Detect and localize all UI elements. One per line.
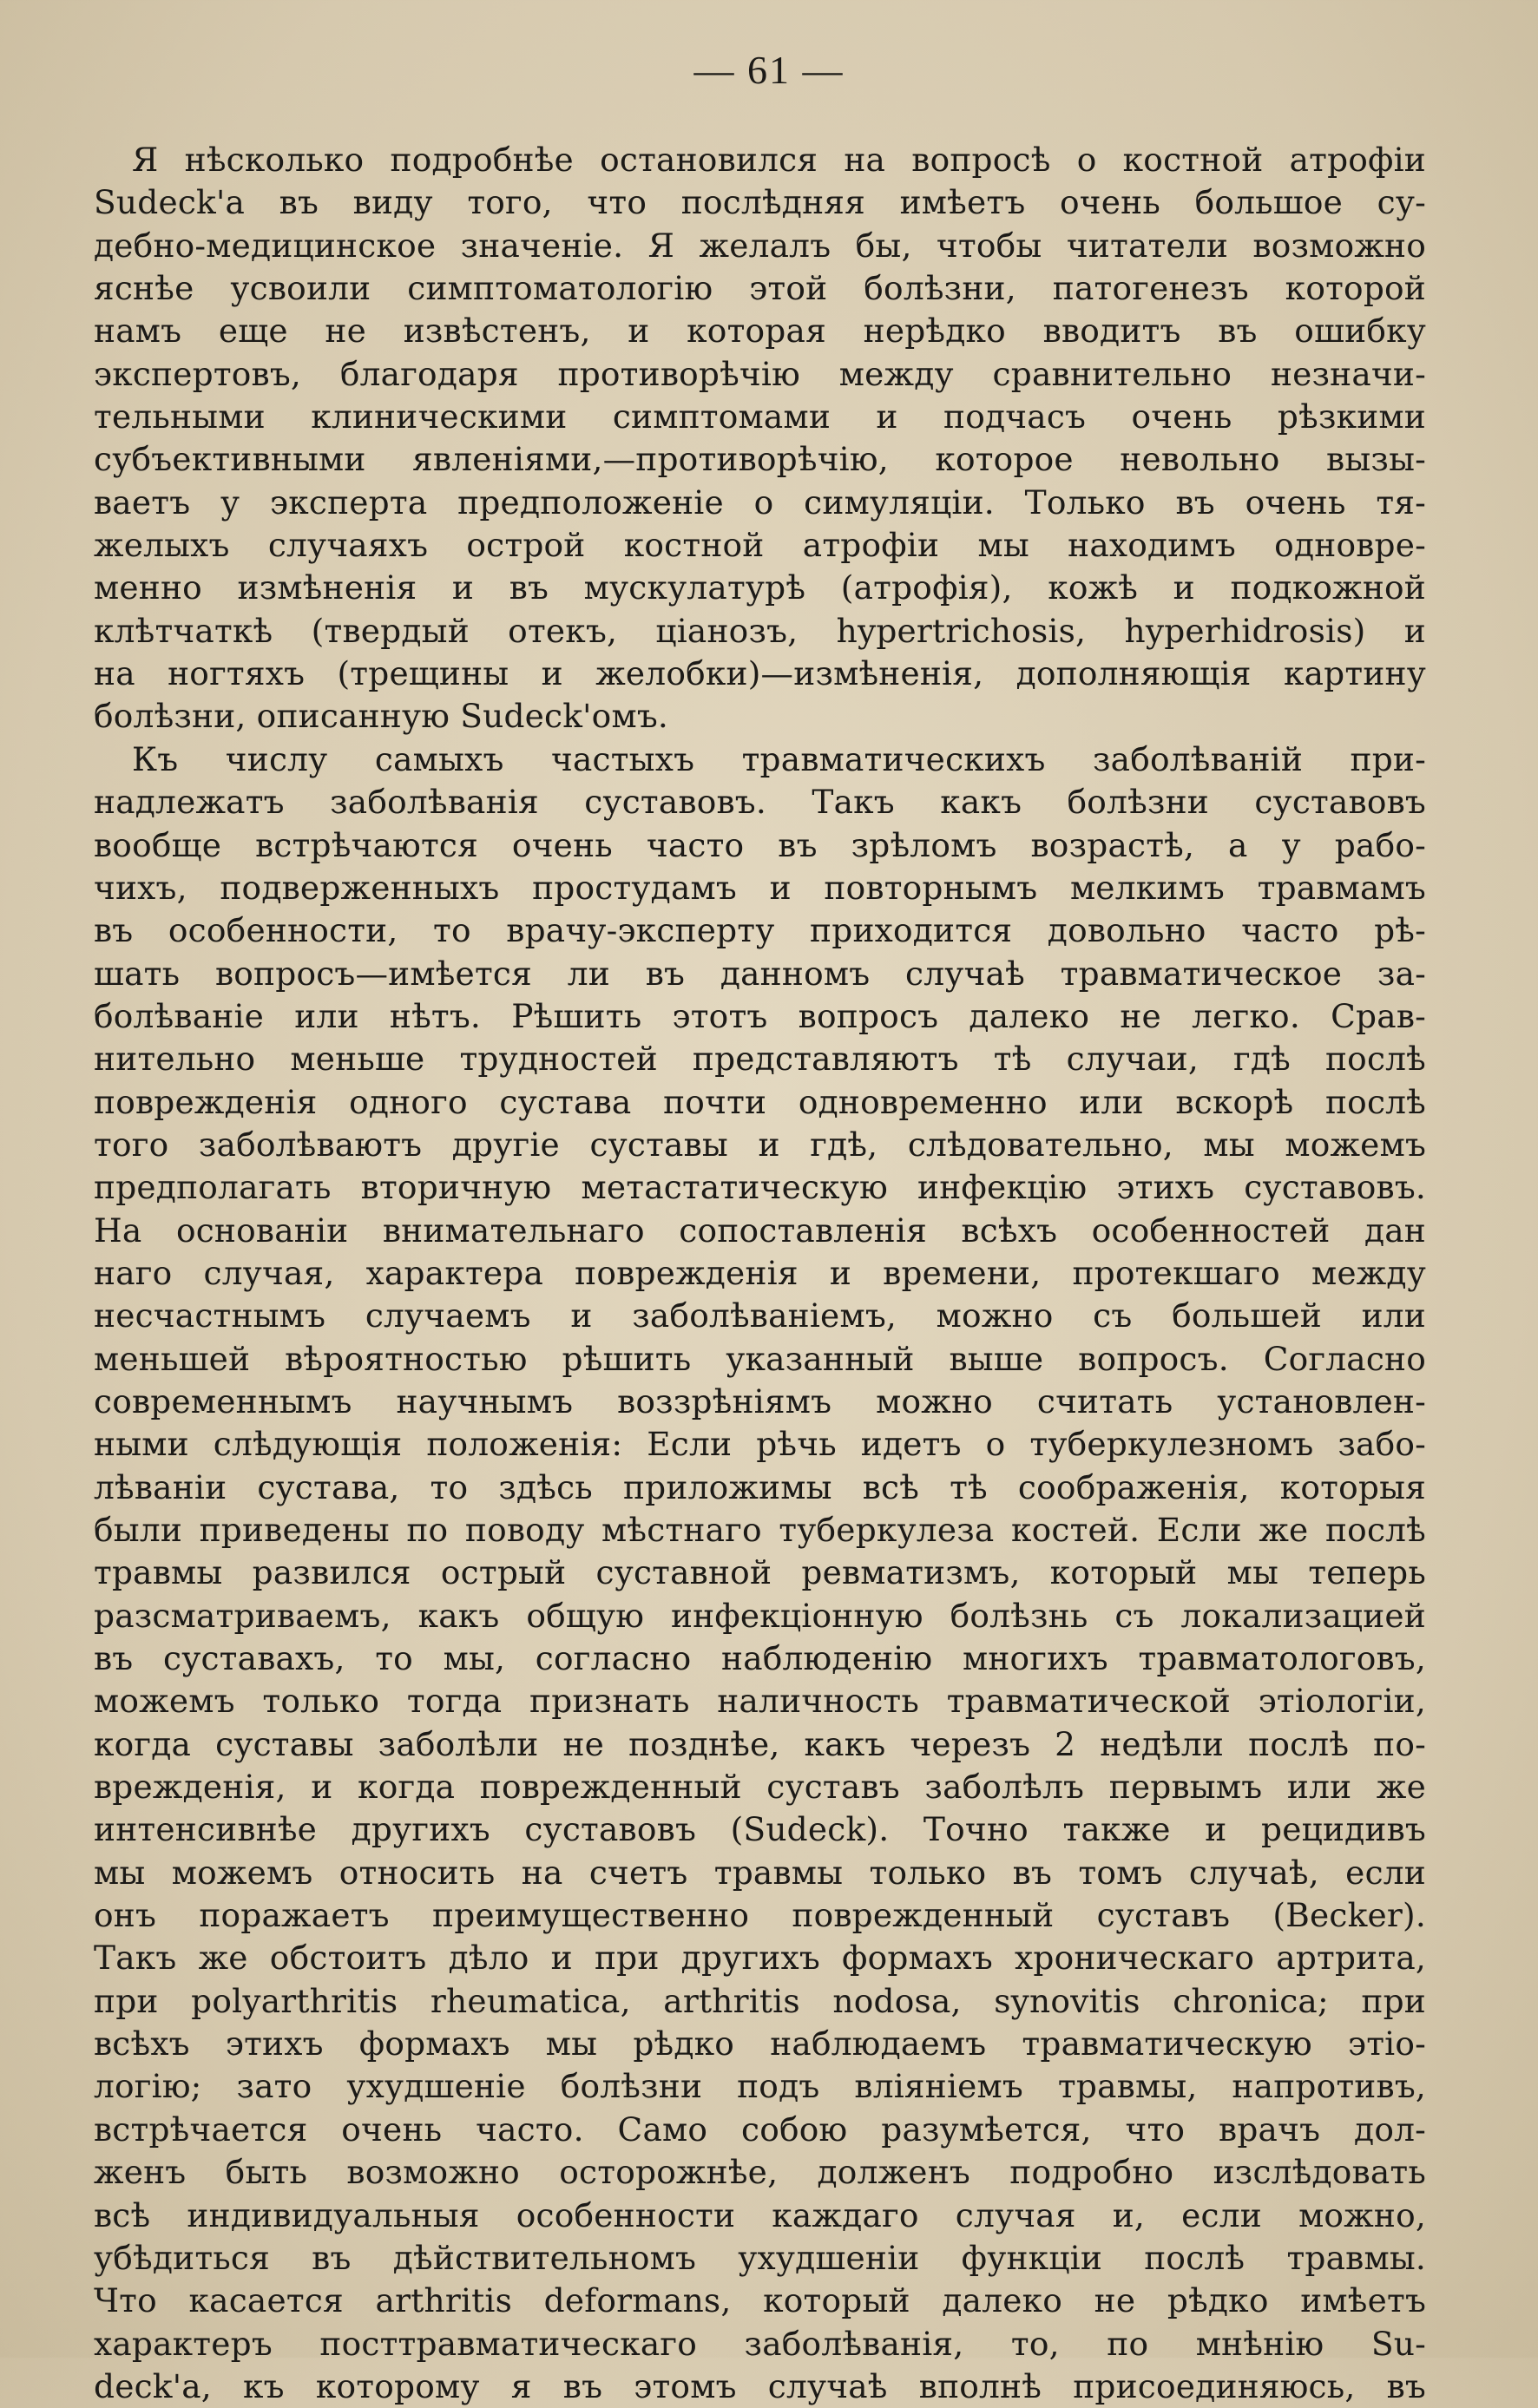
text-line: чихъ, подверженныхъ простудамъ и повторнымъ мелкимъ травмамъ [94, 868, 1426, 907]
text-line: предполагать вторичную метастатическую инфекцію этихъ суставовъ. [94, 1168, 1426, 1207]
text-line: на ногтяхъ (трещины и желобки)—измѣненія, дополняющія картину [94, 654, 1426, 693]
text-line: deck'а, къ которому я въ этомъ случаѣ вполнѣ присоединяюсь, въ [94, 2366, 1426, 2405]
text-line: вообще встрѣчаются очень часто въ зрѣломъ возрастѣ, а у рабо- [94, 825, 1426, 864]
text-line: разсматриваемъ, какъ общую инфекціонную болѣзнь съ локализацией [94, 1596, 1426, 1635]
text-line: всѣ индивидуальныя особенности каждаго случая и, если можно, [94, 2195, 1426, 2234]
text-line: травмы развился острый суставной ревматизмъ, который мы теперь [94, 1553, 1426, 1592]
text-line: яснѣе усвоили симптоматологію этой болѣзни, патогенезъ которой [94, 269, 1426, 308]
text-line: ными слѣдующія положенія: Если рѣчь идетъ о туберкулезномъ забо- [94, 1425, 1426, 1464]
text-line: Я нѣсколько подробнѣе остановился на вопросѣ о костной атрофіи [132, 141, 1426, 179]
text-line: женъ быть возможно осторожнѣе, долженъ подробно изслѣдовать [94, 2153, 1426, 2192]
text-line: при polyarthritis rheumatica, arthritis nodosa, synovitis chronica; при [94, 1981, 1426, 2020]
text-line: интенсивнѣе другихъ суставовъ (Sudeck). Точно также и рецидивъ [94, 1810, 1426, 1849]
text-line: нительно меньше трудностей представляютъ тѣ случаи, гдѣ послѣ [94, 1040, 1426, 1079]
text-line: меньшей вѣроятностью рѣшить указанный выше вопросъ. Согласно [94, 1339, 1426, 1378]
text-line: клѣтчаткѣ (твердый отекъ, ціанозъ, hypertrichosis, hyperhidrosis) и [94, 611, 1426, 650]
text-line: характеръ посттравматическаго заболѣванія, то, по мнѣнію Su- [94, 2324, 1426, 2363]
page-number: — 61 — [693, 48, 845, 92]
text-line: Что касается arthritis deformans, который далеко не рѣдко имѣетъ [94, 2281, 1426, 2320]
text-line: несчастнымъ случаемъ и заболѣваніемъ, можно съ большей или [94, 1296, 1426, 1335]
text-line: экспертовъ, благодаря противорѣчію между сравнительно незначи- [94, 354, 1426, 393]
paragraph [94, 738, 1426, 2408]
text-line: намъ еще не извѣстенъ, и которая нерѣдко вводитъ въ ошибку [94, 312, 1426, 351]
text-line: Sudeck'а въ виду того, что послѣдняя имѣетъ очень большое су- [94, 183, 1426, 222]
text-line: были приведены по поводу мѣстнаго туберкулеза костей. Если же послѣ [94, 1511, 1426, 1549]
text-line: поврежденія одного сустава почти одновременно или вскорѣ послѣ [94, 1082, 1426, 1121]
text-line: желыхъ случаяхъ острой костной атрофіи мы находимъ одновре- [94, 526, 1426, 565]
paragraph [94, 139, 1426, 738]
text-line: дебно-медицинское значеніе. Я желалъ бы, чтобы читатели возможно [94, 226, 1426, 265]
text-line: можемъ только тогда признать наличность травматической этіологіи, [94, 1682, 1426, 1721]
text-line: надлежатъ заболѣванія суставовъ. Такъ какъ болѣзни суставовъ [94, 783, 1426, 822]
text-line: наго случая, характера поврежденія и времени, протекшаго между [94, 1253, 1426, 1292]
text-line: Такъ же обстоитъ дѣло и при другихъ формахъ хроническаго артрита, [94, 1939, 1426, 1978]
text-line: всѣхъ этихъ формахъ мы рѣдко наблюдаемъ травматическую этіо- [94, 2024, 1426, 2064]
text-line: менно измѣненія и въ мускулатурѣ (атрофія), кожѣ и подкожной [94, 568, 1426, 607]
text-line: логію; зато ухудшеніе болѣзни подъ вліяніемъ травмы, напротивъ, [94, 2067, 1426, 2106]
text-line: въ суставахъ, то мы, согласно наблюденію многихъ травматологовъ, [94, 1639, 1426, 1678]
body-text [94, 139, 1426, 2408]
text-line: болѣваніе или нѣтъ. Рѣшить этотъ вопросъ далеко не легко. Срав- [94, 996, 1426, 1035]
text-line: встрѣчается очень часто. Само собою разумѣется, что врачъ дол- [94, 2109, 1426, 2149]
text-line: онъ поражаетъ преимущественно поврежденный суставъ (Becker). [94, 1896, 1426, 1935]
text-line: На основаніи внимательнаго сопоставленія всѣхъ особенностей дан [94, 1211, 1426, 1250]
text-line: убѣдиться въ дѣйствительномъ ухудшеніи функціи послѣ травмы. [94, 2238, 1426, 2277]
text-line: врежденія, и когда поврежденный суставъ заболѣлъ первымъ или же [94, 1768, 1426, 1807]
text-line: того заболѣваютъ другіе суставы и гдѣ, слѣдовательно, мы можемъ [94, 1125, 1426, 1164]
text-line: ваетъ у эксперта предположеніе о симуляціи. Только въ очень тя- [94, 482, 1426, 522]
text-line: Къ числу самыхъ частыхъ травматическихъ заболѣваній при- [132, 739, 1426, 778]
text-line: современнымъ научнымъ воззрѣніямъ можно считать установлен- [94, 1381, 1426, 1421]
text-line: тельными клиническими симптомами и подчасъ очень рѣзкими [94, 397, 1426, 436]
text-line: шать вопросъ—имѣется ли въ данномъ случаѣ травматическое за- [94, 954, 1426, 993]
text-line: лѣваніи сустава, то здѣсь приложимы всѣ тѣ соображенія, которыя [94, 1467, 1426, 1506]
text-line: субъективными явленіями,—противорѣчію, которое невольно вызы- [94, 440, 1426, 479]
text-line: мы можемъ относить на счетъ травмы только въ томъ случаѣ, если [94, 1853, 1426, 1892]
text-line: болѣзни, описанную Sudeck'омъ. [94, 697, 669, 736]
text-line: въ особенности, то врачу-эксперту приходится довольно часто рѣ- [94, 911, 1426, 950]
text-line: когда суставы заболѣли не позднѣе, какъ черезъ 2 недѣли послѣ по- [94, 1724, 1426, 1763]
